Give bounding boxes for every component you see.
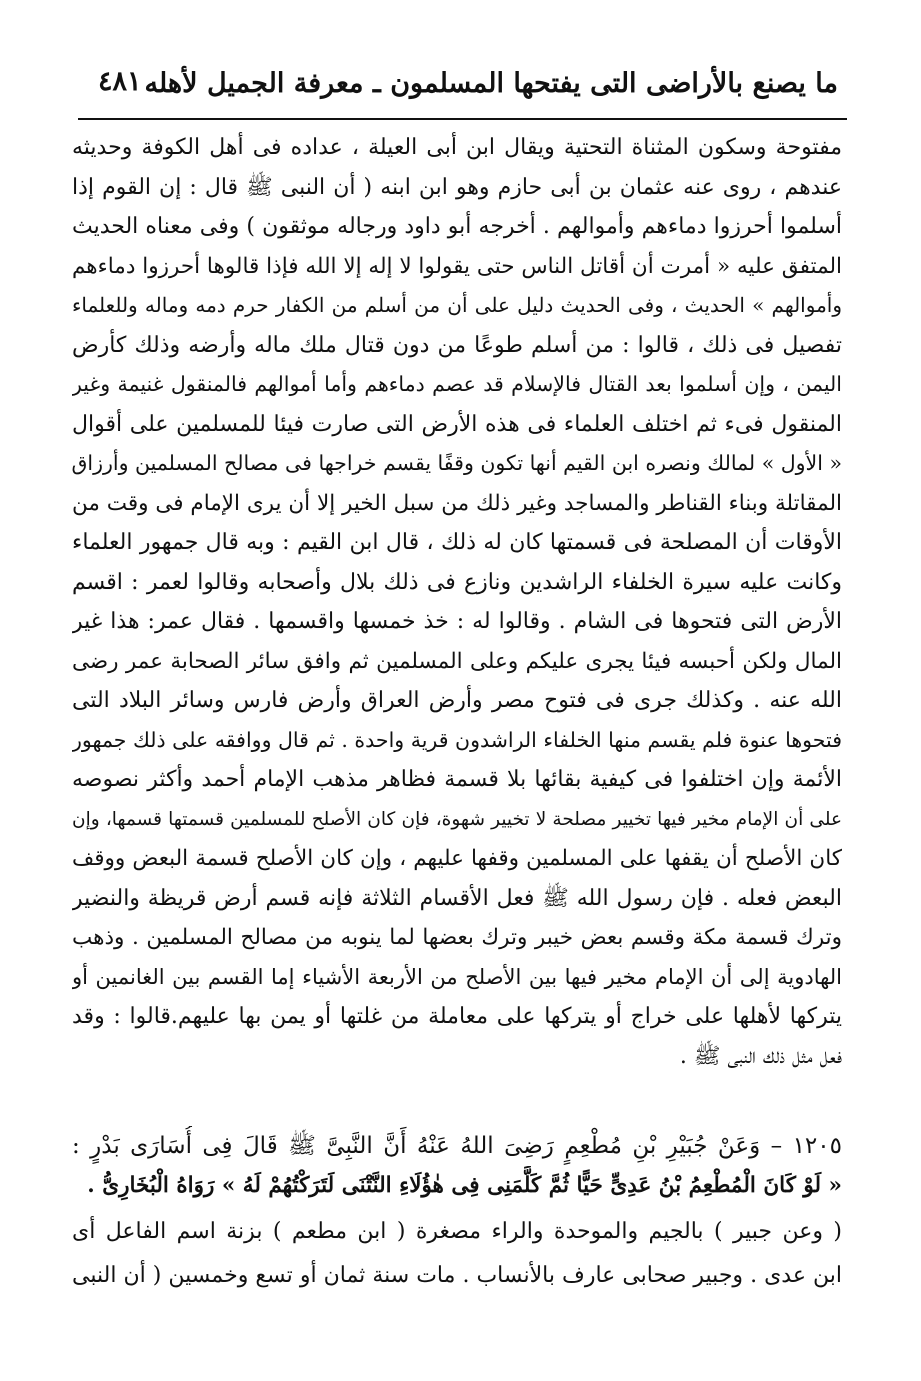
page-header	[78, 58, 846, 110]
text-line: وترك قسمة مكة وقسم بعض خيبر وترك بعضها لما ينوبه من مصالح المسلمين . وذهب	[72, 925, 842, 950]
text-line: المتفق عليه « أمرت أن أقاتل الناس حتى يقولوا لا إله إلا الله فإذا قالوها أحرزوا دماءهم	[72, 253, 842, 279]
text-line: الأئمة وإن اختلفوا فى كيفية بقائها بلا قسمة فظاهر مذهب الإمام أحمد وأكثر نصوصه	[72, 767, 842, 792]
text-line: فعل مثل ذلك النبى ﷺ .	[679, 1043, 842, 1069]
text-line: البعض فعله . فإن رسول الله ﷺ فعل الأقسام الثلاثة فإنه قسم أرض قريظة والنضير	[72, 885, 842, 911]
text-line: « الأول » لمالك ونصره ابن القيم أنها تكون وقفًا يقسم خراجها فى مصالح المسلمين وأرزاق	[72, 451, 842, 475]
hadith-commentary	[72, 1210, 842, 1298]
text-line: ابن عدى . وجبير صحابى عارف بالأنساب . مات سنة ثمان أو تسع وخمسين ( أن النبى	[72, 1263, 842, 1288]
text-line: كان الأصلح أن يقفها على المسلمين وقفها عليهم ، وإن كان الأصلح قسمة البعض ووقف	[72, 846, 842, 871]
text-line: ( وعن جبير ) بالجيم والموحدة والراء مصغرة ( ابن مطعم ) بزنة اسم الفاعل أى	[72, 1219, 842, 1244]
hadith-line: ١٢٠٥ – وَعَنْ جُبَيْرِ بْنِ مُطْعِمٍ رَضِىَ اللهُ عَنْهُ أَنَّ النَّبِىَّ ﷺ قَالَ فِى أُسَارَى بَدْرٍ :	[72, 1133, 842, 1159]
text-line: أسلموا أحرزوا دماءهم وأموالهم . أخرجه أبو داود ورجاله موثقون ) وفى معناه الحديث	[72, 214, 842, 239]
text-line: وأموالهم » الحديث ، وفى الحديث دليل على أن من أسلم من الكفار حرم دمه وماله وللعلماء	[72, 293, 842, 317]
text-line: يتركها لأهلها على خراج أو يتركها على معاملة من غلتها أو يمن بها عليهم.قالوا : وقد	[72, 1004, 842, 1029]
text-line: وكانت عليه سيرة الخلفاء الراشدين ونازع فى ذلك بلال وأصحابه وقالوا لعمر : اقسم	[72, 569, 842, 595]
hadith-line: « لَوْ كَانَ الْمُطْعِمُ بْنُ عَدِىٍّ حَيًّا ثُمَّ كَلَّمَنِى فِى هٰؤُلَاءِ النَّتْنَى لَتَرَكْتُهُمْ لَهُ » رَوَاهُ الْبُخَارِىُّ .	[87, 1173, 842, 1198]
text-line: الأوقات أن المصلحة فى قسمتها كان له ذلك ، قال ابن القيم : وبه قال جمهور العلماء	[72, 530, 842, 555]
header-rule	[78, 118, 847, 120]
text-line: الأرض التى فتحوها فى الشام . وقالوا له : خذ خمسها واقسمها . فقال عمر: هذا غير	[72, 609, 842, 634]
text-line: المنقول فىء ثم اختلف العلماء فى هذه الأرض التى صارت فيئا للمسلمين على أقوال	[72, 411, 842, 437]
running-title: ما يصنع بالأراضى التى يفتحها المسلمون ـ معرفة الجميل لأهله	[144, 68, 838, 99]
text-line: المال ولكن أحبسه فيئا يجرى عليكم وعلى المسلمين ثم وافق سائر الصحابة عمر رضى	[72, 648, 842, 674]
page-number: ٤٨١	[98, 66, 142, 97]
text-line: الله عنه . وكذلك جرى فى فتوح مصر وأرض العراق وأرض فارس وسائر البلاد التى	[72, 688, 842, 713]
text-line: المقاتلة وبناء القناطر والمساجد وغير ذلك من سبل الخير إلا أن يرى الإمام فى وقت من	[72, 490, 842, 516]
text-line: الهادوية إلى أن الإمام مخير فيها بين الأصلح من الأربعة الأشياء إما القسم بين الغانمين أو	[72, 964, 842, 989]
text-line: عندهم ، روى عنه عثمان بن أبى حازم وهو ابن ابنه ( أن النبى ﷺ قال : إن القوم إذا	[72, 174, 842, 200]
text-line: على أن الإمام مخير فيها تخيير مصلحة لا تخيير شهوة، فإن كان الأصلح للمسلمين قسمتها قسمها، وإن	[72, 808, 842, 830]
text-line: مفتوحة وسكون المثناة التحتية ويقال ابن أبى العيلة ، عداده فى أهل الكوفة وحديثه	[72, 135, 842, 160]
main-commentary-text	[72, 128, 842, 1076]
text-line: فتحوها عنوة فلم يقسم منها الخلفاء الراشدون قرية واحدة . ثم قال ووافقه على ذلك جمهور	[72, 727, 842, 752]
hadith-block	[72, 1126, 842, 1206]
text-line: تفصيل فى ذلك ، قالوا : من أسلم طوعًا من دون قتال ملك ماله وأرضه وذلك كأرض	[72, 332, 842, 358]
text-line: اليمن ، وإن أسلموا بعد القتال فالإسلام قد عصم دماءهم وأما أموالهم فالمنقول غنيمة وغير	[72, 372, 842, 396]
